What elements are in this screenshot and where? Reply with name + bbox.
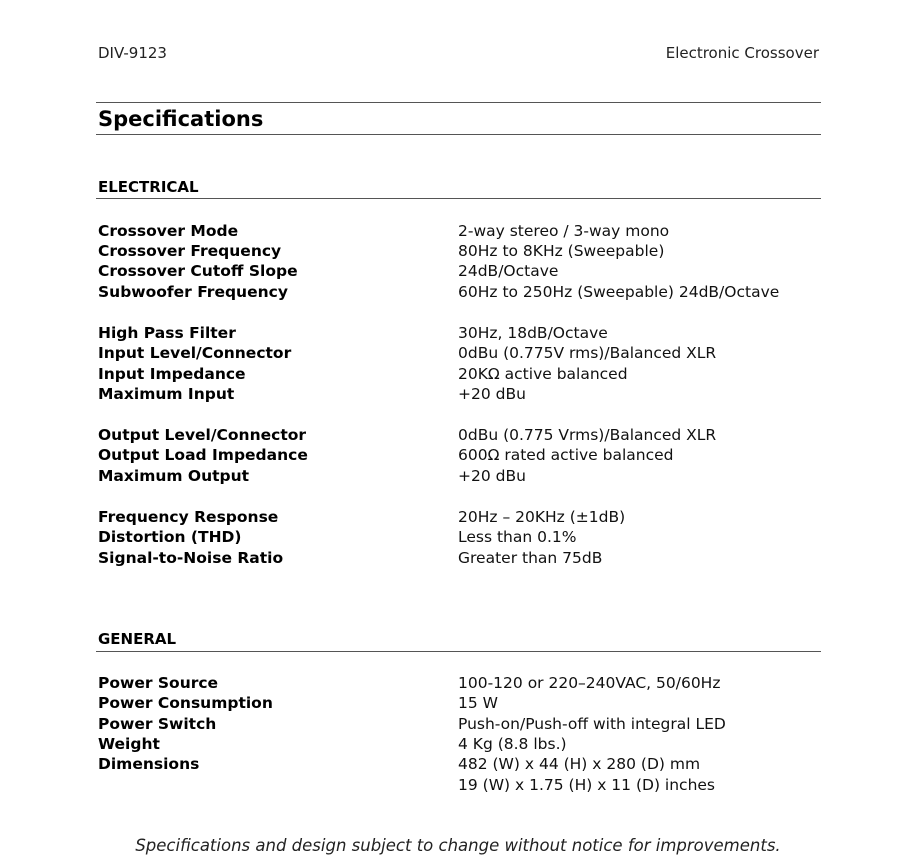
spec-row: [98, 754, 818, 774]
spec-row: [98, 548, 818, 568]
model-number: DIV-9123: [98, 44, 167, 62]
title-rule-bottom: [96, 134, 821, 135]
spec-value: 30Hz, 18dB/Octave: [458, 324, 608, 342]
spec-value: +20 dBu: [458, 385, 526, 403]
spec-value: Push-on/Push-off with integral LED: [458, 715, 726, 733]
spec-value: Greater than 75dB: [458, 549, 603, 567]
spec-row: [98, 282, 818, 302]
spec-row: [98, 343, 818, 363]
spec-row: [98, 527, 818, 547]
page-title: Specifications: [98, 107, 264, 131]
spec-row: [98, 445, 818, 465]
spec-row: [98, 364, 818, 384]
spec-label: Power Switch: [98, 715, 217, 733]
spec-row: [98, 241, 818, 261]
spec-label: Power Consumption: [98, 694, 273, 712]
spec-value: Less than 0.1%: [458, 528, 577, 546]
spec-label: Power Source: [98, 674, 219, 692]
electrical-rule: [96, 198, 821, 199]
spec-value: 20Hz – 20KHz (±1dB): [458, 508, 626, 526]
spec-label: Output Level/Connector: [98, 426, 307, 444]
footer-disclaimer: Specifications and design subject to change without notice for improvements.: [135, 836, 781, 855]
spec-label: Weight: [98, 735, 160, 753]
spec-label: Input Level/Connector: [98, 344, 292, 362]
general-heading: GENERAL: [98, 630, 177, 648]
spec-row: [98, 714, 818, 734]
spec-row: [98, 221, 818, 241]
spec-label: Maximum Input: [98, 385, 235, 403]
spec-row: [98, 261, 818, 281]
spec-label: Frequency Response: [98, 508, 279, 526]
spec-row: [98, 466, 818, 486]
spec-value: 60Hz to 250Hz (Sweepable) 24dB/Octave: [458, 283, 780, 301]
spec-value: +20 dBu: [458, 467, 526, 485]
spec-row: [98, 323, 818, 343]
spec-row: [98, 775, 818, 795]
spec-label: Output Load Impedance: [98, 446, 308, 464]
spec-value: 482 (W) x 44 (H) x 280 (D) mm: [458, 755, 701, 773]
spec-row: [98, 734, 818, 754]
spec-label: Crossover Mode: [98, 222, 239, 240]
product-name: Electronic Crossover: [665, 44, 819, 62]
spec-value: 4 Kg (8.8 lbs.): [458, 735, 567, 753]
spec-row: [98, 384, 818, 404]
spec-row: [98, 507, 818, 527]
spec-value: 15 W: [458, 694, 498, 712]
spec-label: Input Impedance: [98, 365, 246, 383]
title-rule-top: [96, 102, 821, 103]
spec-label: Dimensions: [98, 755, 200, 773]
spec-row: [98, 673, 818, 693]
spec-label: Crossover Frequency: [98, 242, 282, 260]
spec-value: 20KΩ active balanced: [458, 365, 628, 383]
spec-value: 0dBu (0.775 Vrms)/Balanced XLR: [458, 426, 717, 444]
spec-value: 19 (W) x 1.75 (H) x 11 (D) inches: [458, 776, 716, 794]
spec-value: 80Hz to 8KHz (Sweepable): [458, 242, 665, 260]
spec-row: [98, 693, 818, 713]
spec-label: Crossover Cutoff Slope: [98, 262, 298, 280]
spec-label: Distortion (THD): [98, 528, 242, 546]
general-rule: [96, 651, 821, 652]
electrical-heading: ELECTRICAL: [98, 178, 199, 196]
spec-label: Subwoofer Frequency: [98, 283, 288, 301]
spec-value: 24dB/Octave: [458, 262, 559, 280]
spec-label: Signal-to-Noise Ratio: [98, 549, 284, 567]
spec-label: High Pass Filter: [98, 324, 236, 342]
spec-row: [98, 425, 818, 445]
spec-value: 600Ω rated active balanced: [458, 446, 674, 464]
spec-label: Maximum Output: [98, 467, 250, 485]
spec-value: 2-way stereo / 3-way mono: [458, 222, 670, 240]
spec-value: 100-120 or 220–240VAC, 50/60Hz: [458, 674, 721, 692]
spec-value: 0dBu (0.775V rms)/Balanced XLR: [458, 344, 717, 362]
